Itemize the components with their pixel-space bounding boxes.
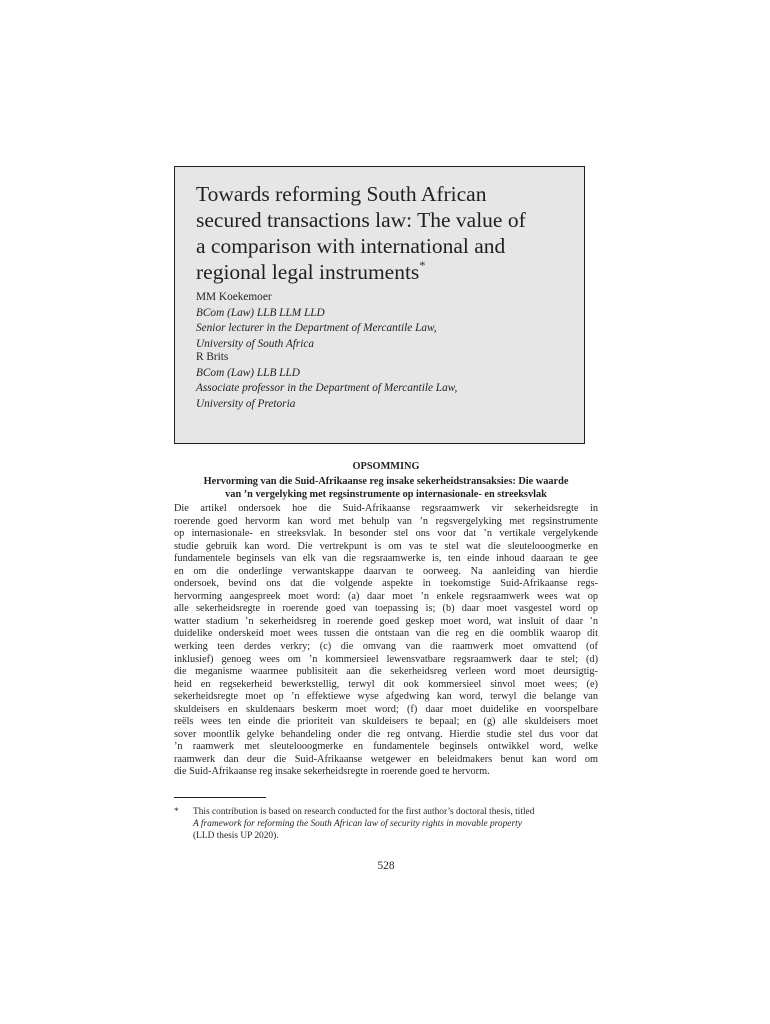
footnote-thesis-title: A framework for reforming the South African law of security rights in movable property: [193, 819, 522, 830]
abstract-line: roerende goed hervorm kan word met behulp van ’n regsvergelyking met regsinstrumente: [174, 515, 598, 527]
abstract-line: raamwerk dan deur die Suid-Afrikaanse wetgewer en beleidmakers benut kan word om: [174, 753, 598, 765]
abstract-line: werking teen derdes verkry; (c) die omvang van die raamwerk moet omvattend (of: [174, 641, 598, 653]
abstract-line: en om die onderlinge verwantskappe daarvan te oorweeg. Na aanleiding van hierdie: [174, 565, 598, 577]
abstract-line: ondersoek, bevind ons dat die volgende aspekte in toekomstige Suid-Afrikaanse regs-: [174, 578, 598, 590]
abstract-line: studie gebruik kan word. Die vertrekpunt is om vas te stel wat die sleutelooogmerke en: [174, 540, 598, 552]
article-title: [196, 181, 576, 285]
title-line-text: regional legal instruments: [196, 260, 420, 284]
abstract-heading: OPSOMMING: [352, 461, 420, 472]
abstract-subtitle: [174, 476, 598, 501]
abstract-line: ’n raamwerk met sleutelooogmerke en fundamentele beginsels ontwikkel word, welke: [174, 741, 598, 753]
abstract-line: die Suid-Afrikaanse reg insake sekerheidsregte in roerende goed te hervorm.: [174, 766, 490, 778]
footnote-text: [193, 806, 598, 843]
abstract-subtitle-line: van ’n vergelyking met regsinstrumente op internasionale- en streeksvlak: [225, 488, 547, 500]
abstract-line: watter stadium ’n sekerheidsreg in roerende goed geskep moet word, wat insluit of daar ’n: [174, 615, 598, 627]
abstract-line: duidelike onderskeid moet wees tussen die ontstaan van die reg en die oomblik waarop dit: [174, 628, 598, 640]
footnote-marker: *: [174, 807, 179, 817]
author-degrees: BCom (Law) LLB LLM LLD: [196, 306, 325, 319]
author-affiliation: University of Pretoria: [196, 397, 296, 410]
abstract-line: heid en regsekerheid bewerkstellig, terwyl dit ook kommersieel sinvol moet wees; (e): [174, 678, 598, 690]
title-box: [174, 166, 585, 444]
author-position: Associate professor in the Department of Mercantile Law,: [196, 382, 458, 394]
abstract-body: [174, 503, 598, 779]
author-name: R Brits: [196, 351, 229, 363]
abstract-line: Die artikel ondersoek hoe die Suid-Afrikaanse regsraamwerk vir sekerheidsregte in: [174, 503, 598, 514]
author-degrees: BCom (Law) LLB LLD: [196, 366, 300, 379]
abstract-line: alle sekerheidsregte in roerende goed van toepassing is; (b) daar moet vasgestel word op: [174, 603, 598, 615]
abstract-line: hervorming aangespreek moet word: (a) daar moet ’n enkele regsraamwerk wees wat op: [174, 590, 598, 602]
author-affiliation: University of South Africa: [196, 337, 315, 350]
author-block: [196, 350, 576, 412]
title-line: a comparison with international and: [196, 234, 506, 258]
author-name: MM Koekemoer: [196, 291, 272, 303]
abstract-line: skuldeisers en skuldenaars beskerm moet word; (f) daar moet duidelike en voorspelbare: [174, 703, 598, 715]
title-line: secured transactions law: The value of: [196, 208, 526, 232]
abstract-subtitle-line: Hervorming van die Suid-Afrikaanse reg insake sekerheidstransaksies: Die waarde: [203, 476, 569, 487]
author-position: Senior lecturer in the Department of Mercantile Law,: [196, 322, 437, 334]
page-number: 528: [377, 860, 395, 872]
footnote-rule: [174, 797, 266, 798]
footnote-line: This contribution is based on research conducted for the first author’s doctoral thesis, titled: [193, 807, 535, 817]
abstract-line: reëls wees ten einde die prioriteit van skuldeisers te bepaal; en (g) alle skuldeisers moet: [174, 716, 598, 728]
abstract-line: sekerheidsregte moet op ’n effektiewe wyse afgedwing kan word, terwyl die belange van: [174, 691, 598, 703]
abstract-line: op internasionale- en streeksvlak. In besonder stel ons voor dat ’n vertikale vergelykende: [174, 528, 598, 540]
author-block: [196, 290, 576, 352]
title-line: Towards reforming South African: [196, 182, 487, 206]
abstract-line: inklusief) genoeg wees om ’n kommersieel lewensvatbare regsraamwerk daar te stel; (d): [174, 653, 598, 665]
abstract-line: sover moontlik gelyke behandeling onder die reg ontvang. Hierdie studie stel dus voor dat: [174, 728, 598, 740]
title-footnote-marker: *: [419, 258, 426, 272]
title-line: [196, 259, 576, 285]
footnote-line: (LLD thesis UP 2020).: [193, 831, 279, 842]
abstract-line: fundamentele beginsels van elk van die regsraamwerke is, ten einde inhoud daaraan te gee: [174, 553, 598, 565]
abstract-line: die meganisme waarmee publisiteit aan die sekerheidsreg verleen word moet deursigtig-: [174, 666, 598, 678]
